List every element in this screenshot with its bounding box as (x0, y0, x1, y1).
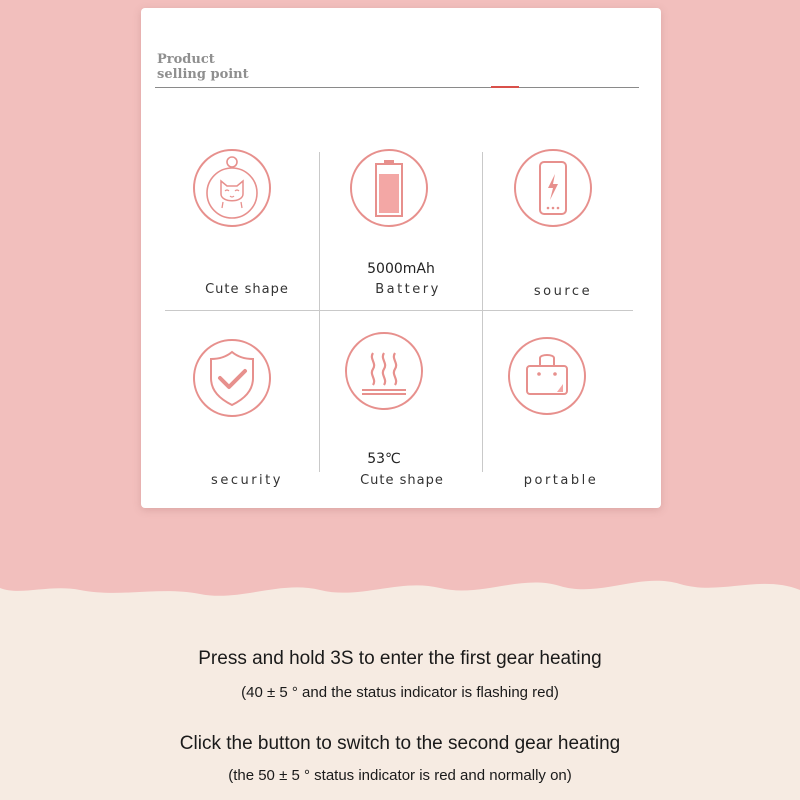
instruction-first-gear: Press and hold 3S to enter the first gear heating (198, 648, 602, 669)
feature-label-cute-shape-2: Cute shape (360, 473, 444, 488)
feature-label-portable: portable (523, 473, 599, 488)
card-title-line1: Product (157, 52, 215, 67)
card-title (157, 52, 249, 82)
feature-label-security: security (211, 473, 283, 488)
instruction-second-gear: Click the button to switch to the second gear heating (179, 733, 621, 754)
instruction-second-gear-note: (the 50 ± 5 ° status indicator is red and normally on) (228, 767, 572, 784)
cat-face-icon (192, 148, 272, 228)
grid-divider-vertical-4 (482, 312, 483, 472)
shield-check-icon (192, 338, 272, 418)
title-divider (155, 87, 639, 88)
feature-label-battery: Battery (375, 282, 441, 297)
heat-waves-icon (344, 331, 424, 411)
instruction-first-gear-note: (40 ± 5 ° and the status indicator is flashing red) (241, 684, 559, 701)
selling-point-card (141, 8, 661, 508)
battery-capacity-value: 5000mAh (367, 261, 435, 277)
feature-label-cute-shape: Cute shape (205, 282, 289, 297)
card-title-line2: selling point (157, 67, 249, 82)
handbag-icon (507, 336, 587, 416)
grid-divider-vertical-3 (319, 312, 320, 472)
temperature-value: 53℃ (367, 451, 401, 467)
battery-icon (349, 148, 429, 228)
feature-label-source: source (533, 284, 593, 299)
grid-divider-horizontal (165, 310, 633, 311)
power-bank-icon (513, 148, 593, 228)
title-accent-mark (491, 86, 519, 88)
